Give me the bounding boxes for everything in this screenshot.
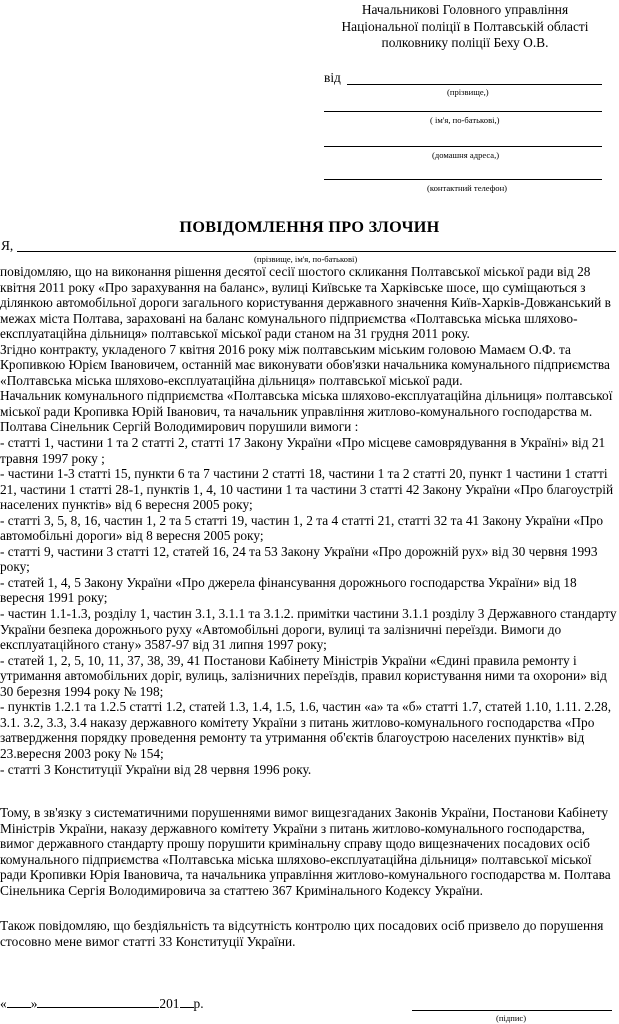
reporter-caption: (прізвище, ім'я, по-батькові): [254, 254, 358, 264]
address-caption: (домашня адреса,): [432, 150, 500, 160]
list-item: - статті 9, частини 3 статті 12, статей 16, 24 та 53 Закону України «Про дорожній рух» від 30 червня 1993 року;: [0, 543, 598, 575]
signature-line: [412, 1010, 612, 1011]
year-suffix: р.: [193, 996, 204, 1011]
document-body: [0, 264, 619, 949]
addressee-line: полковнику поліції Беху О.В.: [381, 35, 549, 50]
date-close-quote: »: [30, 996, 38, 1011]
list-item: - статті 3, 5, 8, 16, частин 1, 2 та 5 статті 19, частин 1, 2 та 4 статті 21, статті 32 та 41 Закону України «Про автомобільні дороги» від 8 вересня 2005 року;: [0, 512, 604, 544]
from-label: від: [324, 70, 341, 85]
list-item: - статей 1, 2, 5, 10, 11, 37, 38, 39, 41 Постанови Кабінету Міністрів України «Єдині правила ремонту і утримання автомобільних доріг, вулиць, залізничних переїздів, правил користування ними та охорони» від 30 березня 1994 року № 198;: [0, 652, 607, 699]
day-line: [7, 1007, 31, 1008]
addressee-line: Начальникові Головного управління: [361, 2, 569, 17]
addressee-line: Національної поліції в Полтавській області: [341, 18, 589, 34]
list-item: - частини 1-3 статті 15, пункти 6 та 7 частини 2 статті 18, частини 1 та 2 статті 20, пункт 1 частини 1 статті 21, частини 1 статті 28-1, пунктів 1, 4, 10 частини 1 та частини 3 статті 42 Закону України «Про благоустрій населених пунктів» від 6 вересня 2005 року;: [0, 466, 614, 513]
surname-caption: (прізвище,): [447, 87, 489, 97]
signature-caption: (підпис): [496, 1013, 527, 1023]
request-paragraph: Тому, в зв'язку з систематичними порушеннями вимог вищезгаданих Законів України, Постанови Кабінету Міністрів України, наказу державного комітету України з питань житлово-комунального господарства, вимог державного стандарту прошу порушити кримінальну справу щодо вищезначених посадових осіб комунального підприємства «Полтавська міська шляхово-експлуатаційна дільниця» полтавської міської ради Кропивки Юрія Івановича, та начальника управління житлово-комунального господарства м. Полтава Сінельника Сергія Володимировича за статтею 367 Кримінального Кодексу України.: [0, 805, 611, 898]
reporter-line: [17, 251, 616, 252]
contract-paragraph: Згідно контракту, укладеного 7 квітня 2016 року між полтавським міським головою Мамаєм О.Ф. та Кропивкою Юрієм Івановичем, останній має виконувати обов'язки начальника комунального підприємства «Полтавська міська шляхово-експлуатаційна дільниця» полтавської міської ради.: [0, 341, 610, 388]
name-caption: ( ім'я, по-батькові,): [430, 115, 500, 125]
address-line: [324, 146, 602, 147]
list-item: - частин 1.1-1.3, розділу 1, частин 3.1, 3.1.1 та 3.1.2. примітки частини 3.1.1 розділу 3 Державного стандарту України безпека дорожнього руху «Автомобільні дороги, вулиці та залізничні переїзди. Вимоги до експлуатаційного стану» 3587-97 від 31 липня 1997 року;: [0, 606, 617, 653]
name-line: [324, 111, 602, 112]
list-item: - статті 3 Конституції України від 28 червня 1996 року.: [0, 761, 312, 777]
month-line: [37, 1007, 159, 1008]
document-title: ПОВІДОМЛЕННЯ ПРО ЗЛОЧИН: [179, 218, 440, 236]
surname-line: [347, 84, 602, 85]
phone-caption: (контактний телефон): [427, 183, 508, 193]
addressee-block: [330, 2, 600, 52]
reporter-label: Я,: [1, 238, 14, 253]
violation-paragraph: Начальник комунального підприємства «Полтавська міська шляхово-експлуатаційна дільниця» полтавської міської ради Кропивка Юрій Іванович, та начальник управління житлово-комунального господарства м. Полтава Сінельник Сергій Володимирович порушили вимоги :: [0, 388, 613, 435]
intro-paragraph: повідомляю, що на виконання рішення десятої сесії шостого скликання Полтавської міської ради від 28 квітня 2011 року «Про зарахування на баланс», вулиці Київське та Харківське шосе, що суміщаються з ділянкою автомобільної дороги загального користування державного значення Київ-Харків-Довжанський в межах міста Полтава, зараховані на баланс комунального підприємства «Полтавська міська шляхово-експлуатаційна дільниця» полтавської міської ради станом на 31 грудня 2011 року.: [0, 264, 611, 342]
date-open-quote: «: [0, 996, 7, 1011]
list-item: - статей 1, 4, 5 Закону України «Про джерела фінансування дорожнього господарства України» від 18 вересня 1991 року;: [0, 574, 577, 606]
year-line: [180, 1007, 194, 1008]
phone-line: [324, 179, 602, 180]
list-item: - статті 1, частини 1 та 2 статті 2, статті 17 Закону України «Про місцеве самоврядування в Україні» від 21 травня 1997 року ;: [0, 435, 606, 466]
violations-list: [0, 435, 619, 777]
list-item: - пунктів 1.2.1 та 1.2.5 статті 1.2, статей 1.3, 1.4, 1.5, 1.6, частин «а» та «б» статті 1.7, статей 1.10, 1.11. 2.28, 3.1. 3.2, 3.3, 3.4 наказу державного комітету України з питань житлово-комунального господарства «Про затвердження порядку проведення ремонту та утримання об'єктів благоустрою населених пунктів» від 23.вересня 2003 року № 154;: [0, 699, 612, 761]
date-field: [0, 996, 204, 1012]
year-prefix: 201: [159, 996, 180, 1011]
also-paragraph: Також повідомляю, що бездіяльність та відсутність контролю цих посадових осіб призвело до порушення стосовно мене вимог статті 33 Конституції України.: [0, 918, 604, 949]
